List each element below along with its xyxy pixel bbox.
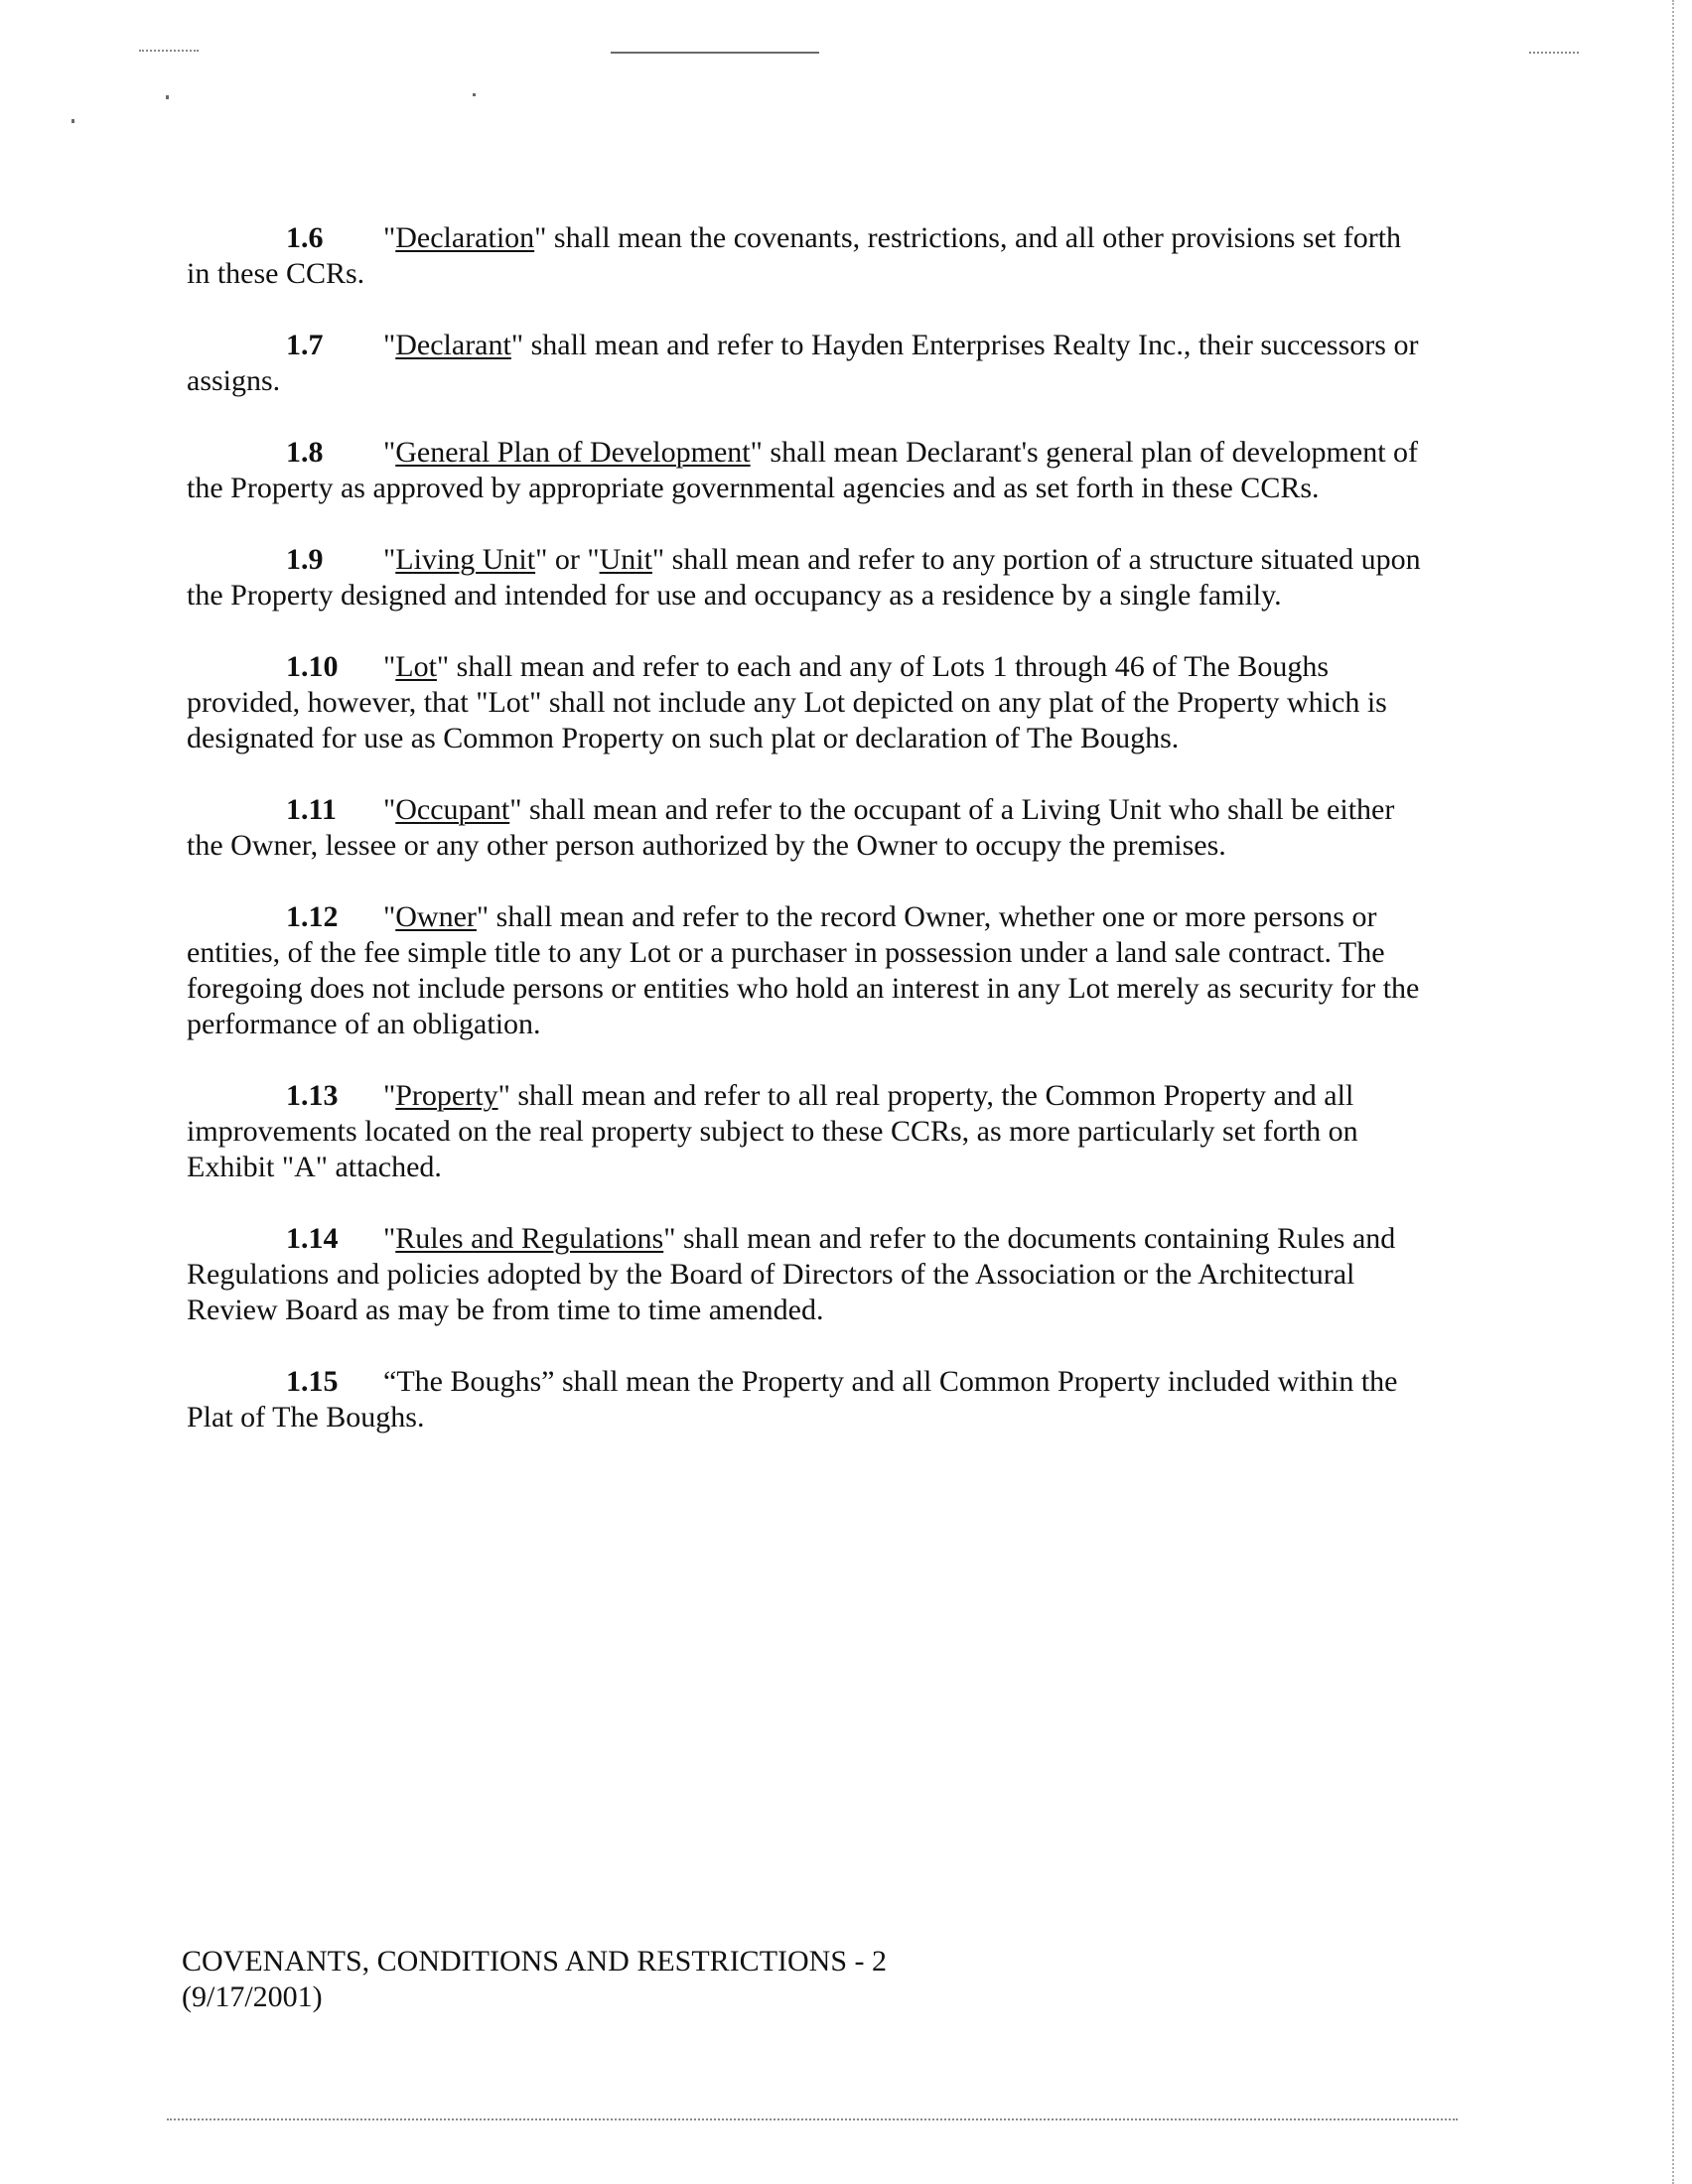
scan-dots-top-left — [139, 50, 199, 52]
section-text: “The Boughs” shall mean the Property and all Common Property included within the Plat of The Boughs. — [187, 1365, 1398, 1433]
defined-term: Occupant — [395, 793, 510, 826]
section-1-12: 1.12 "Owner" shall mean and refer to the record Owner, whether one or more persons or entities, of the fee simple title to any Lot or a purchaser in possession under a land sale contract. The foregoing does not include persons or entities who hold an interest in any Lot merely as security for the performance of an obligation. — [187, 900, 1420, 1040]
section-1-11: 1.11 "Occupant" shall mean and refer to the occupant of a Living Unit who shall be either the Owner, lessee or any other person authorized by the Owner to occupy the premises. — [187, 793, 1395, 862]
scan-edge-right — [1672, 0, 1674, 2184]
section-text: shall mean and refer to all real property, the Common Property and all improvements located on the real property subject to these CCRs, as more particularly set forth on Exhibit "A" attached. — [187, 1079, 1358, 1183]
defined-term: Declaration — [395, 221, 535, 254]
scan-speck-2 — [166, 95, 169, 99]
footer-title: COVENANTS, CONDITIONS AND RESTRICTIONS - 2 — [182, 1945, 888, 1978]
defined-term: Declarant — [395, 329, 511, 361]
section-text: shall mean the covenants, restrictions, and all other provisions set forth in these CCRs. — [187, 221, 1402, 290]
scan-speck-1 — [473, 93, 476, 96]
section-number: 1.15 — [286, 1365, 339, 1398]
section-text: shall mean and refer to Hayden Enterprises Realty Inc., their successors or assigns. — [187, 329, 1419, 397]
defined-term: Rules and Regulations — [395, 1222, 664, 1255]
section-number: 1.7 — [286, 329, 324, 361]
section-1-10: 1.10 "Lot" shall mean and refer to each and any of Lots 1 through 46 of The Boughs provided, however, that "Lot" shall not include any Lot depicted on any plat of the Property which is designated for use as Common Property on such plat or declaration of The Boughs. — [187, 650, 1387, 754]
defined-term: Living Unit — [395, 543, 536, 576]
section-text: shall mean and refer to each and any of Lots 1 through 46 of The Boughs provided, however, that "Lot" shall not include any Lot depicted on any plat of the Property which is designated for use as Common Property on such plat or declaration of The Boughs. — [187, 650, 1387, 754]
section-1-14: 1.14 "Rules and Regulations" shall mean and refer to the documents containing Rules and Regulations and policies adopted by the Board of Directors of the Association or the Architectural Review Board as may be from time to time amended. — [187, 1222, 1396, 1326]
page-footer — [182, 1944, 887, 2015]
section-text: shall mean Declarant's general plan of development of the Property as approved by appropriate governmental agencies and as set forth in these CCRs. — [187, 436, 1419, 504]
section-text: shall mean and refer to the record Owner, whether one or more persons or entities, of the fee simple title to any Lot or a purchaser in possession under a land sale contract. The foregoing does not include persons or entities who hold an interest in any Lot merely as security for the performance of an obligation. — [187, 900, 1420, 1040]
section-text: shall mean and refer to any portion of a structure situated upon the Property designed and intended for use and occupancy as a residence by a single family. — [187, 543, 1421, 612]
section-1-15 — [187, 1364, 1428, 1435]
defined-term-alt: Unit — [599, 543, 652, 576]
defined-term: General Plan of Development — [395, 436, 751, 469]
section-number: 1.10 — [286, 650, 339, 683]
section-1-7: 1.7 "Declarant" shall mean and refer to Hayden Enterprises Realty Inc., their successors or assigns. — [187, 329, 1419, 397]
section-text: shall mean and refer to the documents containing Rules and Regulations and policies adopted by the Board of Directors of the Association or the Architectural Review Board as may be from time to time amended. — [187, 1222, 1396, 1326]
defined-term: Property — [395, 1079, 498, 1112]
defined-term: Lot — [395, 650, 437, 683]
scan-dots-top-right — [1529, 52, 1579, 54]
footer-date: (9/17/2001) — [182, 1980, 323, 2013]
scan-mark-top — [611, 52, 819, 54]
scan-dots-bottom — [167, 2118, 1458, 2120]
document-body — [187, 220, 1428, 1471]
section-1-6: 1.6 "Declaration" shall mean the covenants, restrictions, and all other provisions set forth in these CCRs. — [187, 221, 1402, 290]
section-number: 1.12 — [286, 900, 339, 933]
section-number: 1.9 — [286, 543, 324, 576]
section-number: 1.11 — [286, 793, 337, 826]
section-number: 1.13 — [286, 1079, 339, 1112]
section-number: 1.6 — [286, 221, 324, 254]
section-1-13: 1.13 "Property" shall mean and refer to all real property, the Common Property and all improvements located on the real property subject to these CCRs, as more particularly set forth on Exhibit "A" attached. — [187, 1079, 1358, 1183]
scan-speck-3 — [71, 119, 74, 123]
section-number: 1.8 — [286, 436, 324, 469]
section-1-8: 1.8 "General Plan of Development" shall mean Declarant's general plan of development of the Property as approved by appropriate governmental agencies and as set forth in these CCRs. — [187, 436, 1419, 504]
section-1-9: 1.9 "Living Unit" or "Unit" shall mean and refer to any portion of a structure situated upon the Property designed and intended for use and occupancy as a residence by a single family. — [187, 543, 1421, 612]
defined-term: Owner — [395, 900, 477, 933]
section-number: 1.14 — [286, 1222, 339, 1255]
section-text: shall mean and refer to the occupant of a Living Unit who shall be either the Owner, lessee or any other person authorized by the Owner to occupy the premises. — [187, 793, 1395, 862]
